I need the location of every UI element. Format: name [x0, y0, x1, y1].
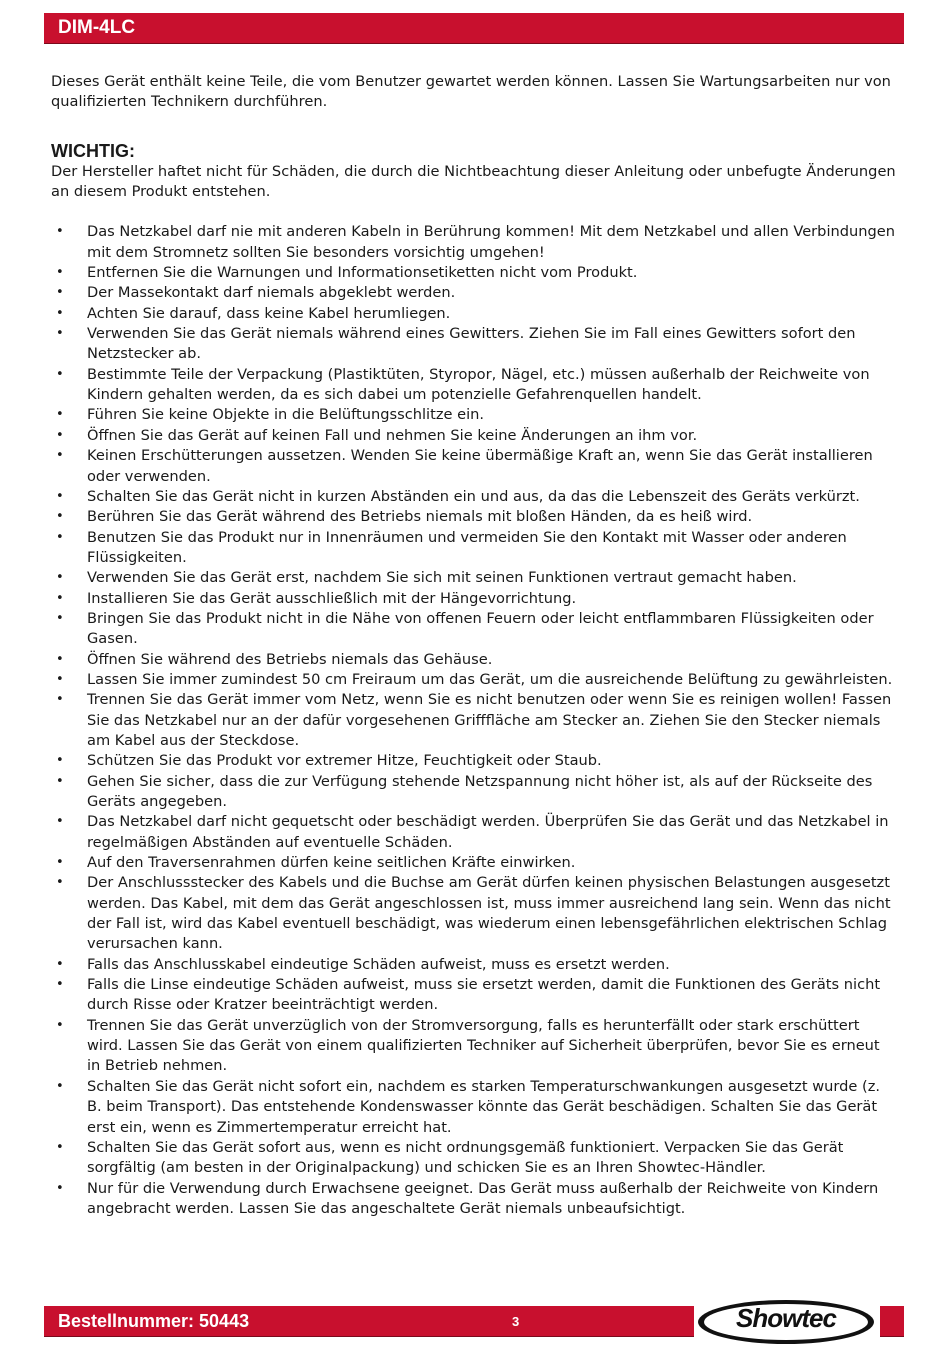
bullet-icon: • [56, 671, 64, 687]
bullet-icon: • [56, 366, 64, 382]
list-item [51, 690, 896, 751]
list-item-text: Trennen Sie das Gerät immer vom Netz, wenn Sie es nicht benutzen oder wenn Sie es reinigen wollen! Fassen Sie das Netzkabel nur an der dafür vorgesehenen Grifffläche am Stecker an. Ziehen Sie den Stecker niemals am Kabel aus der Steckdose. [87, 691, 892, 749]
list-item-text: Öffnen Sie während des Betriebs niemals das Gehäuse. [87, 650, 493, 668]
list-item-text: Schalten Sie das Gerät nicht in kurzen Abständen ein und aus, da das die Lebenszeit des Geräts verkürzt. [87, 487, 860, 505]
bullet-icon: • [56, 610, 64, 626]
page-content [51, 72, 896, 1219]
list-item [51, 365, 896, 406]
list-item-text: Führen Sie keine Objekte in die Belüftungsschlitze ein. [87, 406, 485, 424]
bullet-icon: • [56, 570, 64, 586]
bullet-icon: • [56, 590, 64, 606]
bullet-icon: • [56, 509, 64, 525]
intro-paragraph: Dieses Gerät enthält keine Teile, die vom Benutzer gewartet werden können. Lassen Sie Wartungsarbeiten nur von qualifizierten Technikern durchführen. [51, 73, 891, 111]
list-item [51, 263, 896, 283]
warning-heading: WICHTIG: [51, 140, 135, 161]
bullet-icon: • [56, 977, 64, 993]
list-item-text: Bringen Sie das Produkt nicht in die Nähe von offenen Feuern oder leicht entflammbaren Flüssigkeiten oder Gasen. [87, 609, 874, 648]
list-item-text: Das Netzkabel darf nicht gequetscht oder beschädigt werden. Überprüfen Sie das Gerät und das Netzkabel in regelmäßigen Abständen auf eventuelle Schäden. [87, 813, 889, 851]
list-item [51, 222, 896, 263]
list-item [51, 283, 896, 303]
bullet-icon: • [56, 692, 64, 708]
list-item-text: Öffnen Sie das Gerät auf keinen Fall und nehmen Sie keine Änderungen an ihm vor. [87, 426, 698, 444]
list-item-text: Trennen Sie das Gerät unverzüglich von der Stromversorgung, falls es herunterfällt oder stark erschüttert wird. Lassen Sie das Gerät von einem qualifizierten Techniker auf Sicherheit überprüfen, bevor Sie es erneut in Betrieb nehmen. [87, 1016, 880, 1075]
safety-list [51, 222, 896, 1219]
list-item [51, 873, 896, 954]
list-item [51, 405, 896, 425]
list-item-text: Auf den Traversenrahmen dürfen keine seitlichen Kräfte einwirken. [87, 854, 576, 872]
list-item [51, 853, 896, 873]
bullet-icon: • [56, 651, 64, 667]
list-item-text: Entfernen Sie die Warnungen und Informationsetiketten nicht vom Produkt. [87, 264, 638, 282]
list-item-text: Der Anschlussstecker des Kabels und die Buchse am Gerät dürfen keinen physischen Belastungen ausgesetzt werden. Das Kabel, mit dem das Gerät angeschlossen ist, muss immer ausreichend lang sein. Wenn das nicht der Fall ist, wird das Kabel eventuell beschädigt, was wiederum einen lebensgefährlichen elektrischen Schlag verursachen kann. [87, 874, 891, 953]
list-item-text: Installieren Sie das Gerät ausschließlich mit der Hängevorrichtung. [87, 589, 577, 607]
page-number: 3 [512, 1314, 520, 1329]
bullet-icon: • [56, 305, 64, 321]
list-item-text: Falls das Anschlusskabel eindeutige Schäden aufweist, muss es ersetzt werden. [87, 955, 670, 973]
bullet-icon: • [56, 875, 64, 891]
bullet-icon: • [56, 1139, 64, 1155]
list-item-text: Schalten Sie das Gerät sofort aus, wenn es nicht ordnungsgemäß funktioniert. Verpacken Sie das Gerät sorgfältig (am besten in der Originalpackung) und schicken Sie es an Ihren Showtec-Händler. [87, 1138, 844, 1177]
list-item-text: Schützen Sie das Produkt vor extremer Hitze, Feuchtigkeit oder Staub. [87, 752, 602, 770]
list-item [51, 528, 896, 569]
bullet-icon: • [56, 326, 64, 342]
list-item [51, 955, 896, 975]
list-item [51, 1077, 896, 1138]
bullet-icon: • [56, 1180, 64, 1196]
bullet-icon: • [56, 529, 64, 545]
list-item [51, 568, 896, 588]
bullet-icon: • [56, 224, 64, 240]
list-item-text: Keinen Erschütterungen aussetzen. Wenden Sie keine übermäßige Kraft an, wenn Sie das Gerät installieren oder verwenden. [87, 447, 873, 485]
list-item [51, 812, 896, 853]
bullet-icon: • [56, 753, 64, 769]
list-item [51, 609, 896, 650]
logo-text: Showtec [736, 1303, 836, 1333]
list-item [51, 975, 896, 1016]
list-item [51, 772, 896, 813]
list-item [51, 589, 896, 609]
bullet-icon: • [56, 855, 64, 871]
list-item-text: Achten Sie darauf, dass keine Kabel herumliegen. [87, 304, 451, 322]
list-item-text: Schalten Sie das Gerät nicht sofort ein, nachdem es starken Temperaturschwankungen ausgesetzt wurde (z. B. beim Transport). Das entstehende Kondenswasser könnte das Gerät beschädigen. Schalten Sie das Gerät erst ein, wenn es Zimmertemperatur erreicht hat. [87, 1077, 880, 1136]
list-item-text: Falls die Linse eindeutige Schäden aufweist, muss sie ersetzt werden, damit die Funktionen des Geräts nicht durch Risse oder Kratzer beeinträchtigt werden. [87, 976, 881, 1014]
list-item [51, 446, 896, 487]
list-item [51, 487, 896, 507]
bullet-icon: • [56, 773, 64, 789]
bullet-icon: • [56, 488, 64, 504]
list-item-text: Verwenden Sie das Gerät erst, nachdem Sie sich mit seinen Funktionen vertraut gemacht haben. [87, 569, 797, 587]
header-bar [44, 13, 904, 44]
bullet-icon: • [56, 814, 64, 830]
list-item [51, 1016, 896, 1077]
list-item [51, 304, 896, 324]
list-item [51, 650, 896, 670]
bullet-icon: • [56, 1078, 64, 1094]
list-item [51, 670, 896, 690]
list-item-text: Nur für die Verwendung durch Erwachsene geeignet. Das Gerät muss außerhalb der Reichweite von Kindern angebracht werden. Lassen Sie das angeschaltete Gerät niemals unbeaufsichtigt. [87, 1179, 879, 1217]
document-title: DIM-4LC [58, 17, 136, 38]
list-item-text: Gehen Sie sicher, dass die zur Verfügung stehende Netzspannung nicht höher ist, als auf der Rückseite des Geräts angegeben. [87, 772, 873, 810]
order-number: Bestellnummer: 50443 [58, 1311, 250, 1331]
list-item-text: Berühren Sie das Gerät während des Betriebs niemals mit bloßen Händen, da es heiß wird. [87, 508, 753, 526]
bullet-icon: • [56, 285, 64, 301]
list-item-text: Benutzen Sie das Produkt nur in Innenräumen und vermeiden Sie den Kontakt mit Wasser oder anderen Flüssigkeiten. [87, 528, 847, 566]
list-item-text: Das Netzkabel darf nie mit anderen Kabeln in Berührung kommen! Mit dem Netzkabel und allen Verbindungen mit dem Stromnetz sollten Sie besonders vorsichtig umgehen! [87, 223, 895, 261]
bullet-icon: • [56, 1017, 64, 1033]
warning-text: Der Hersteller haftet nicht für Schäden, die durch die Nichtbeachtung dieser Anleitung oder unbefugte Änderungen an diesem Produkt entstehen. [51, 162, 896, 201]
list-item [51, 324, 896, 365]
bullet-icon: • [56, 265, 64, 281]
list-item-text: Lassen Sie immer zumindest 50 cm Freiraum um das Gerät, um die ausreichende Belüftung zu gewährleisten. [87, 670, 893, 688]
list-item-text: Der Massekontakt darf niemals abgeklebt werden. [87, 284, 456, 302]
list-item [51, 1179, 896, 1220]
showtec-logo [694, 1296, 880, 1348]
bullet-icon: • [56, 427, 64, 443]
list-item [51, 1138, 896, 1179]
list-item-text: Bestimmte Teile der Verpackung (Plastiktüten, Styropor, Nägel, etc.) müssen außerhalb der Reichweite von Kindern gehalten werden, da es sich dabei um potenzielle Gefahrenquellen handelt. [87, 365, 870, 404]
bullet-icon: • [56, 407, 64, 423]
bullet-icon: • [56, 448, 64, 464]
list-item [51, 751, 896, 771]
list-item [51, 426, 896, 446]
bullet-icon: • [56, 956, 64, 972]
list-item [51, 507, 896, 527]
list-item-text: Verwenden Sie das Gerät niemals während eines Gewitters. Ziehen Sie im Fall eines Gewitters sofort den Netzstecker ab. [87, 325, 856, 363]
